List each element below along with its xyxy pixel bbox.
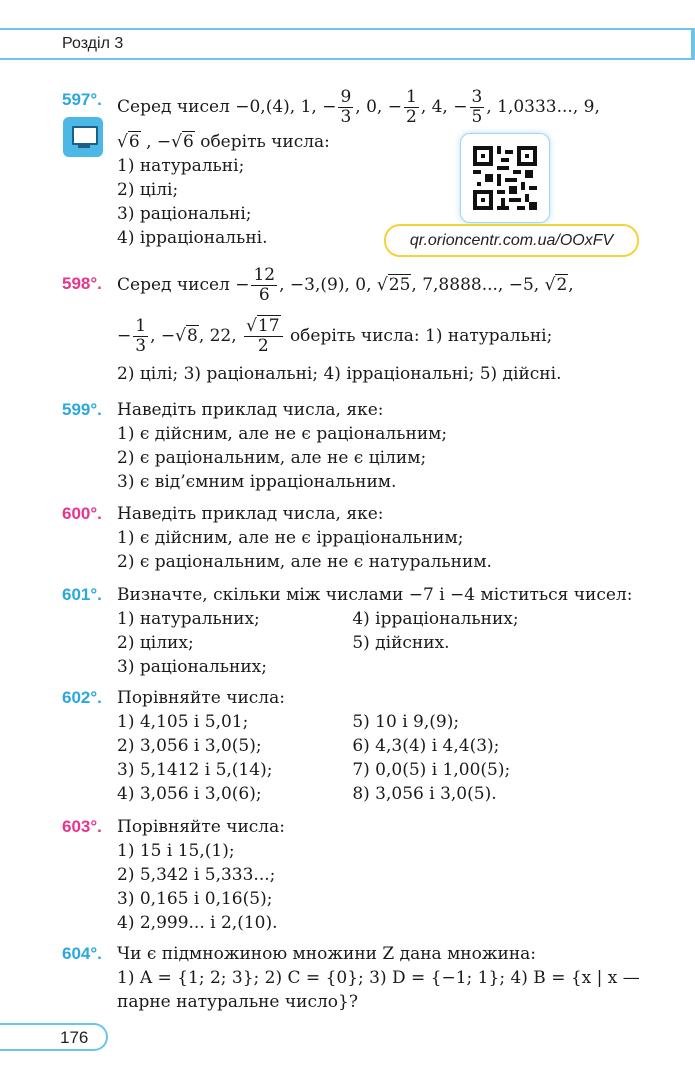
list-item: 4) 3,056 і 3,0(6); — [117, 784, 262, 804]
numerator: 9 — [340, 87, 352, 107]
task-601 — [62, 583, 637, 679]
fraction — [251, 266, 277, 305]
task-600 — [62, 502, 637, 574]
section-title: Розділ 3 — [62, 35, 124, 52]
sqrt: √6 — [171, 132, 194, 152]
section-header — [0, 28, 695, 60]
list-item: 3) 5,1412 і 5,(14); — [117, 760, 273, 780]
task-text: − — [117, 326, 132, 346]
fraction — [244, 317, 282, 356]
sqrt: √2 — [544, 275, 568, 295]
numerator: √17 — [244, 317, 282, 337]
fraction — [338, 88, 353, 127]
task-number: 600°. — [62, 504, 102, 523]
list-item: 1) 15 і 15,(1); — [117, 841, 235, 861]
task-597 — [62, 88, 637, 250]
list-item: 7) 0,0(5) і 1,00(5); — [352, 760, 511, 780]
task-text: , −3,(9), 0, — [279, 275, 377, 295]
task-text: Серед чисел −0,(4), 1, − — [117, 97, 337, 117]
task-text: Наведіть приклад числа, яке: — [117, 400, 384, 420]
task-text: , − — [150, 326, 176, 346]
task-number: 598°. — [62, 274, 102, 293]
task-604 — [62, 942, 640, 1014]
radicand: 17 — [257, 316, 280, 336]
list-item: 5) 10 і 9,(9); — [352, 712, 460, 732]
radicand: 8 — [186, 326, 198, 346]
radicand: 6 — [182, 132, 194, 152]
denominator: 2 — [405, 107, 417, 127]
task-text: , 1,0333..., 9, — [486, 97, 600, 117]
radicand: 25 — [388, 275, 411, 295]
task-text: , 7,8888..., −5, — [411, 275, 545, 295]
fraction — [133, 317, 148, 356]
radicand: 6 — [128, 132, 140, 152]
task-number: 604°. — [62, 944, 102, 963]
list-item: 4) 2,999... і 2,(10). — [117, 913, 278, 933]
list-item: 1) натуральних; — [117, 609, 260, 629]
task-text: Наведіть приклад числа, яке: — [117, 504, 384, 524]
list-item: 4) ірраціональних; — [352, 609, 519, 629]
task-text: оберіть числа: — [194, 132, 330, 152]
list-item: 3) є від’ємним ірраціональним. — [117, 472, 397, 492]
numerator: 1 — [405, 87, 417, 107]
task-599 — [62, 398, 637, 494]
list-item: 2) 3,056 і 3,0(5); — [117, 736, 262, 756]
radicand: 2 — [556, 275, 568, 295]
list-item: 3) раціональних; — [117, 657, 267, 677]
list-item: 3) 0,165 і 0,16(5); — [117, 889, 273, 909]
task-text: парне натуральне число}? — [117, 992, 358, 1012]
numerator: 3 — [471, 87, 483, 107]
list-item: 4) ірраціональні. — [117, 228, 268, 248]
task-text: Чи є підмножиною множини Z дана множина: — [117, 944, 537, 964]
denominator: 5 — [471, 107, 483, 127]
fraction — [404, 88, 419, 127]
task-number: 601°. — [62, 585, 102, 604]
list-item: 8) 3,056 і 3,0(5). — [352, 784, 497, 804]
page-number: 176 — [60, 1028, 89, 1047]
task-number: 602°. — [62, 688, 102, 707]
task-text: Порівняйте числа: — [117, 817, 285, 837]
task-text: 1) A = {1; 2; 3}; 2) C = {0}; 3) D = {−1; 1}; 4) B = {x | x — — [117, 968, 640, 988]
task-text: , − — [140, 132, 172, 152]
task-text: Порівняйте числа: — [117, 688, 285, 708]
task-number: 599°. — [62, 400, 102, 419]
task-602 — [62, 686, 637, 806]
list-item: 2) цілі; — [117, 180, 179, 200]
list-item: 1) є дійсним, але не є раціональним; — [117, 424, 448, 444]
fraction — [470, 88, 485, 127]
page-number-tab — [0, 1023, 108, 1051]
task-text: , — [568, 275, 574, 295]
list-item: 1) 4,105 і 5,01; — [117, 712, 249, 732]
numerator: 1 — [135, 316, 147, 336]
denominator: 2 — [257, 336, 269, 356]
numerator: 12 — [253, 265, 276, 285]
qr-url-label[interactable]: qr.orioncentr.com.ua/OOxFV — [384, 224, 639, 257]
denominator: 6 — [258, 285, 270, 305]
task-text: Серед чисел − — [117, 275, 250, 295]
denominator: 3 — [135, 336, 147, 356]
task-text: , 0, − — [355, 97, 402, 117]
list-item: 2) є раціональним, але не є цілим; — [117, 448, 427, 468]
list-item: 2) є раціональним, але не є натуральним. — [117, 552, 492, 572]
list-item: 3) раціональні; — [117, 204, 252, 224]
task-603 — [62, 815, 637, 935]
sqrt: √6 — [117, 132, 140, 152]
denominator: 3 — [340, 107, 352, 127]
list-item: 2) цілих; — [117, 633, 194, 653]
task-text: 2) цілі; 3) раціональні; 4) ірраціональні; 5) дійсні. — [117, 364, 562, 384]
task-text: , 22, — [198, 326, 243, 346]
task-text: оберіть числа: 1) натуральні; — [284, 326, 553, 346]
list-item: 6) 4,3(4) і 4,4(3); — [352, 736, 500, 756]
list-item: 5) дійсних. — [352, 633, 450, 653]
sqrt: √25 — [376, 275, 411, 295]
sqrt: √8 — [175, 326, 198, 346]
task-598 — [62, 264, 637, 386]
task-number: 603°. — [62, 817, 102, 836]
list-item: 2) 5,342 і 5,333...; — [117, 865, 276, 885]
list-item: 1) натуральні; — [117, 156, 245, 176]
task-text: , 4, − — [420, 97, 468, 117]
task-number: 597°. — [62, 90, 102, 109]
task-text: Визначте, скільки між числами −7 і −4 міститься чисел: — [117, 585, 633, 605]
list-item: 1) є дійсним, але не є ірраціональним; — [117, 528, 464, 548]
